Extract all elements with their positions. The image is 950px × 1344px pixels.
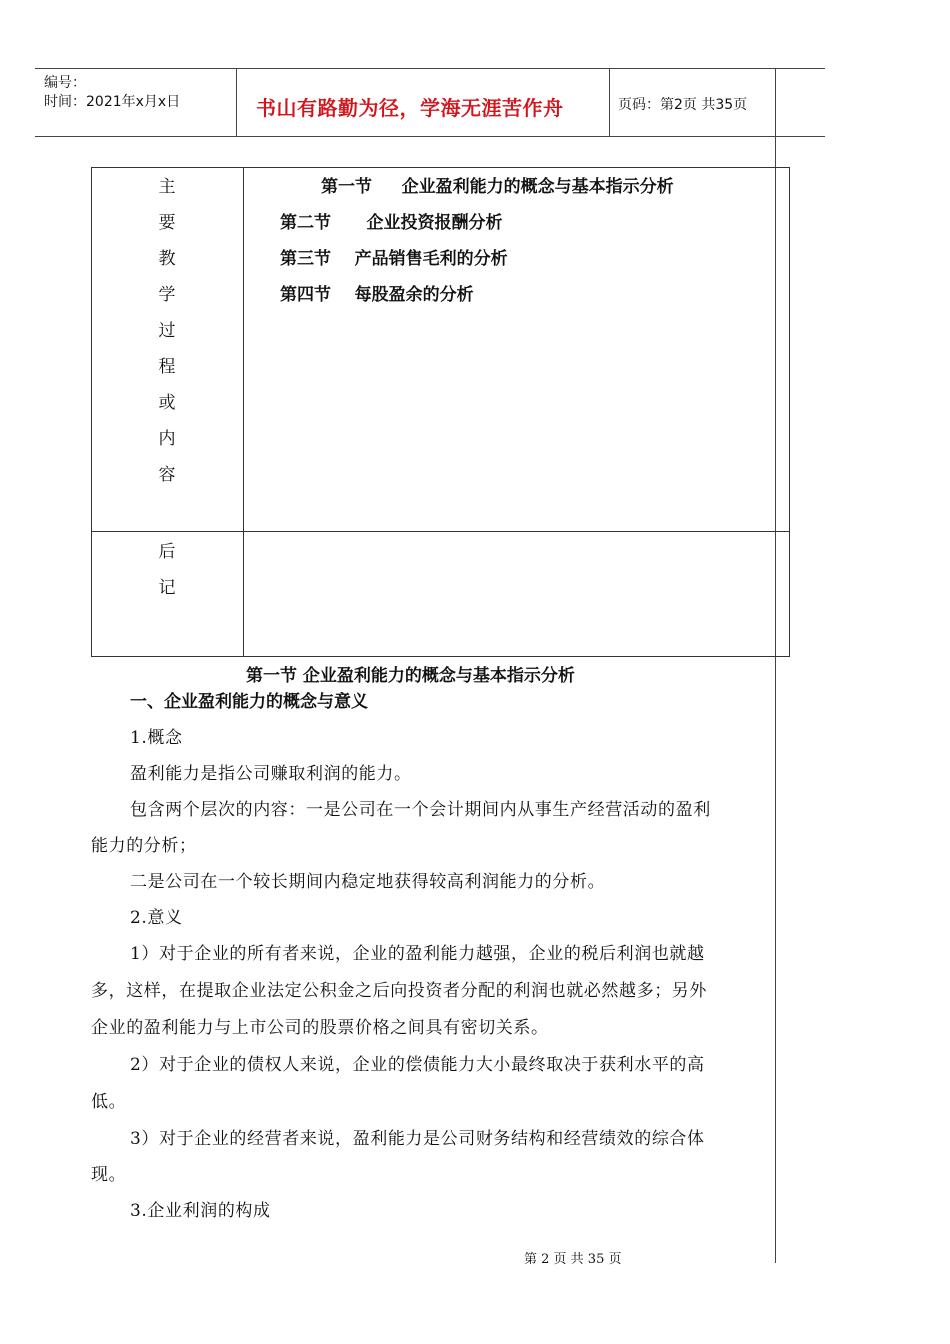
section-list-item: 第四节 每股盈余的分析 (280, 285, 474, 305)
label-char: 或 (158, 393, 176, 413)
body-line: 二是公司在一个较长期间内稳定地获得较高利润能力的分析。 (130, 872, 606, 892)
body-line: 企业的盈利能力与上市公司的股票价格之间具有密切关系。 (91, 1018, 549, 1038)
document-number-label: 编号： (44, 75, 86, 91)
label-char: 教 (158, 249, 176, 269)
body-line: 1）对于企业的所有者来说，企业的盈利能力越强，企业的税后利润也就越 (130, 944, 705, 964)
label-char: 记 (158, 578, 176, 598)
table-column-divider (243, 167, 244, 657)
content-table (91, 167, 790, 657)
label-char: 程 (158, 357, 176, 377)
section-list-item: 第一节 企业盈利能力的概念与基本指示分析 (321, 177, 674, 197)
header-divider-1 (236, 68, 237, 136)
label-char: 学 (158, 285, 176, 305)
body-line: 现。 (91, 1165, 127, 1185)
body-line: 能力的分析； (91, 836, 197, 856)
label-char: 后 (158, 542, 176, 562)
table-row-divider (91, 531, 790, 532)
page-footer: 第 2 页 共 35 页 (524, 1252, 622, 1267)
body-line: 低。 (91, 1092, 127, 1112)
section-title: 第一节 企业盈利能力的概念与基本指示分析 (246, 666, 575, 686)
header-bottom-rule (35, 136, 825, 137)
section-list-item: 第三节 产品销售毛利的分析 (280, 249, 508, 269)
label-char: 要 (158, 213, 176, 233)
header-top-rule (35, 68, 825, 69)
body-line: 多，这样，在提取企业法定公积金之后向投资者分配的利润也就必然越多；另外 (91, 981, 707, 1001)
body-line: 3.企业利润的构成 (130, 1201, 271, 1221)
document-time-label: 时间：2021年x月x日 (44, 94, 181, 110)
section-list-item: 第二节 企业投资报酬分析 (280, 213, 503, 233)
label-char: 内 (158, 429, 176, 449)
body-line: 2.意义 (130, 908, 183, 928)
header-motto: 书山有路勤为径，学海无涯苦作舟 (256, 96, 564, 120)
header-divider-2 (609, 68, 610, 136)
header-page-number: 页码：第2页 共35页 (618, 97, 748, 113)
body-line: 3）对于企业的经营者来说，盈利能力是公司财务结构和经营绩效的综合体 (130, 1129, 705, 1149)
body-line: 包含两个层次的内容：一是公司在一个会计期间内从事生产经营活动的盈利 (130, 800, 711, 820)
body-line: 1.概念 (130, 728, 183, 748)
label-char: 过 (158, 321, 176, 341)
body-line: 2）对于企业的债权人来说，企业的偿债能力大小最终取决于获利水平的高 (130, 1055, 705, 1075)
subsection-title: 一、企业盈利能力的概念与意义 (130, 692, 368, 712)
label-char: 主 (158, 177, 176, 197)
label-char: 容 (158, 465, 176, 485)
body-line: 盈利能力是指公司赚取利润的能力。 (130, 764, 412, 784)
